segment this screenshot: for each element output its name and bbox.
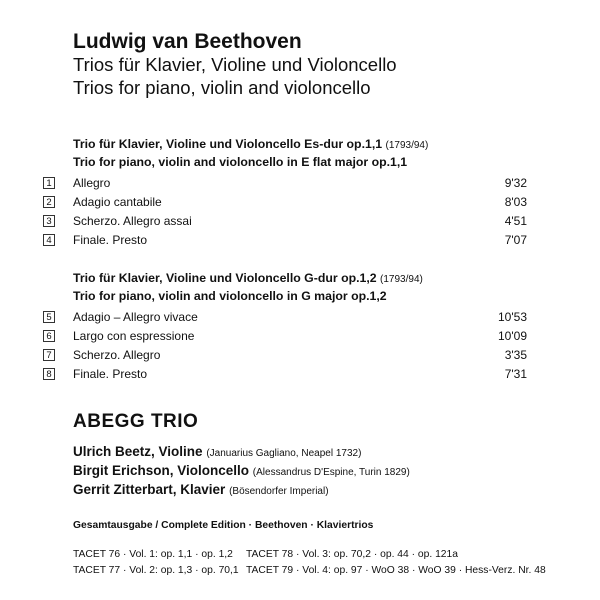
track-title: Finale. Presto <box>73 233 148 247</box>
catalog-entry: TACET 79 · Vol. 4: op. 97 · WoO 38 · WoO 39 · Hess-Verz. Nr. 48 <box>246 565 546 576</box>
track-number: 6 <box>43 330 55 342</box>
track-number: 7 <box>43 349 55 361</box>
track-title: Adagio cantabile <box>73 195 162 209</box>
track-title: Scherzo. Allegro <box>73 348 161 362</box>
ensemble-member <box>73 443 361 462</box>
track-duration: 10'53 <box>498 310 527 324</box>
track-row[interactable] <box>0 212 600 232</box>
ensemble-name: ABEGG TRIO <box>73 411 199 432</box>
member-name-instrument: Gerrit Zitterbart, Klavier <box>73 482 226 497</box>
trio-dates: (1793/94) <box>380 274 423 285</box>
track-title: Scherzo. Allegro assai <box>73 214 192 228</box>
track-row[interactable] <box>0 365 600 385</box>
track-duration: 7'31 <box>504 367 527 381</box>
track-duration: 9'32 <box>504 176 527 190</box>
composer-name: Ludwig van Beethoven <box>73 30 302 53</box>
track-number: 3 <box>43 215 55 227</box>
track-duration: 3'35 <box>504 348 527 362</box>
member-name-instrument: Ulrich Beetz, Violine <box>73 444 203 459</box>
track-row[interactable] <box>0 327 600 347</box>
ensemble-member <box>73 481 329 500</box>
track-title: Allegro <box>73 176 111 190</box>
track-duration: 8'03 <box>504 195 527 209</box>
track-row[interactable] <box>0 308 600 328</box>
track-duration: 7'07 <box>504 233 527 247</box>
track-title: Largo con espressione <box>73 329 195 343</box>
trio-heading-german <box>73 271 423 287</box>
trio-heading-english: Trio for piano, violin and violoncello in E flat major op.1,1 <box>73 155 408 169</box>
trio-heading-english: Trio for piano, violin and violoncello in G major op.1,2 <box>73 289 387 303</box>
edition-heading: Gesamtausgabe / Complete Edition · Beethoven · Klaviertrios <box>73 520 374 531</box>
track-row[interactable] <box>0 231 600 251</box>
track-row[interactable] <box>0 346 600 366</box>
member-name-instrument: Birgit Erichson, Violoncello <box>73 463 250 478</box>
ensemble-member <box>73 462 410 481</box>
catalog-entry: TACET 76 · Vol. 1: op. 1,1 · op. 1,2 <box>73 549 233 560</box>
trio-heading-german-text: Trio für Klavier, Violine und Violoncello Es-dur op.1,1 <box>73 137 383 151</box>
member-instrument-detail: (Alessandrus D'Espine, Turin 1829) <box>252 467 410 478</box>
track-duration: 10'09 <box>498 329 527 343</box>
title-english: Trios for piano, violin and violoncello <box>73 77 371 98</box>
trio-heading-german-text: Trio für Klavier, Violine und Violoncello G-dur op.1,2 <box>73 271 377 285</box>
track-title: Finale. Presto <box>73 367 148 381</box>
catalog-entry: TACET 77 · Vol. 2: op. 1,3 · op. 70,1 <box>73 565 239 576</box>
track-row[interactable] <box>0 193 600 213</box>
track-number: 4 <box>43 234 55 246</box>
trio-heading-german <box>73 137 428 153</box>
track-number: 8 <box>43 368 55 380</box>
track-duration: 4'51 <box>504 214 527 228</box>
trio-dates: (1793/94) <box>385 140 429 151</box>
track-row[interactable] <box>0 174 600 194</box>
member-instrument-detail: (Bösendorfer Imperial) <box>229 486 329 497</box>
catalog-entry: TACET 78 · Vol. 3: op. 70,2 · op. 44 · op. 121a <box>246 549 458 560</box>
title-german: Trios für Klavier, Violine und Violoncello <box>73 54 397 75</box>
track-title: Adagio – Allegro vivace <box>73 310 198 324</box>
member-instrument-detail: (Januarius Gagliano, Neapel 1732) <box>206 448 362 459</box>
track-number: 2 <box>43 196 55 208</box>
track-number: 5 <box>43 311 55 323</box>
track-number: 1 <box>43 177 55 189</box>
